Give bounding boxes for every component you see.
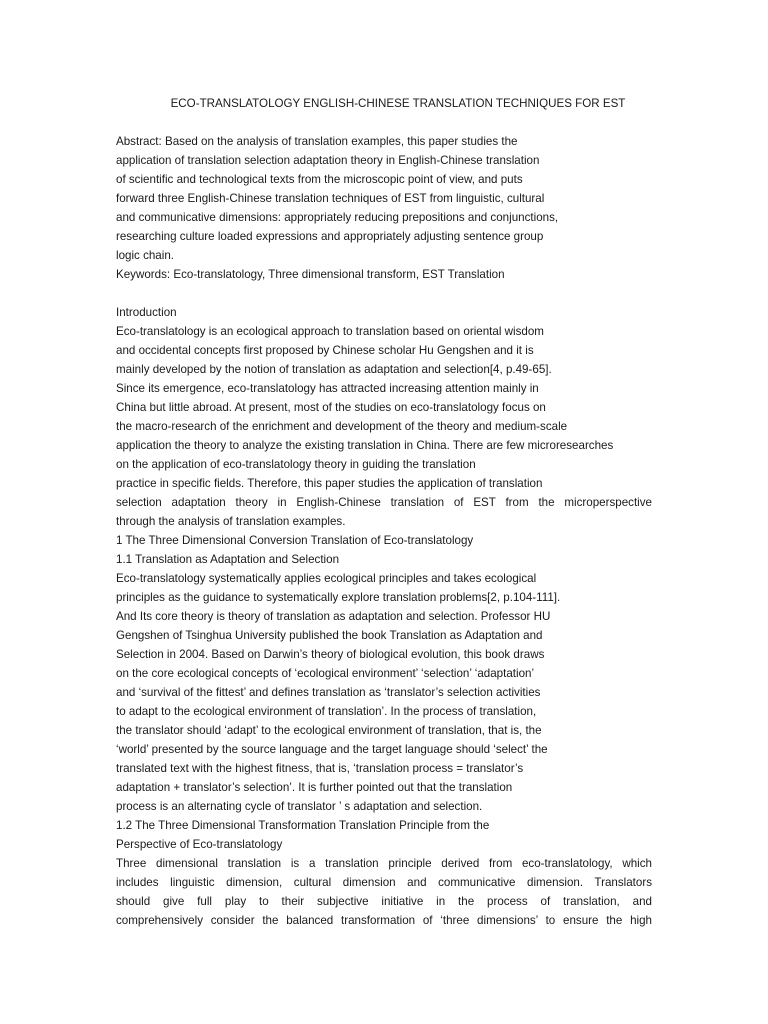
introduction-line: mainly developed by the notion of translation as adaptation and selection[4, p.49-65].: [116, 363, 552, 376]
introduction-line: Since its emergence, eco-translatology has attracted increasing attention mainly in: [116, 382, 539, 395]
section-1-1-paragraph: [116, 569, 652, 816]
keywords: Keywords: Eco-translatology, Three dimensional transform, EST Translation: [116, 268, 505, 281]
introduction-line: the macro-research of the enrichment and development of the theory and medium-scale: [116, 420, 568, 433]
introduction-line: application the theory to analyze the existing translation in China. There are few microresearches: [116, 439, 614, 452]
introduction-line: China but little abroad. At present, most of the studies on eco-translatology focus on: [116, 401, 546, 414]
abstract: [116, 132, 652, 265]
introduction-line: through the analysis of translation examples.: [116, 515, 346, 528]
section-1-1-line: Eco-translatology systematically applies ecological principles and takes ecological: [116, 572, 537, 585]
section-1-2-line: comprehensively consider the balanced transformation of ‘three dimensions’ to ensure the high: [116, 914, 652, 927]
section-1-1-line: principles as the guidance to systematically explore translation problems[2, p.104-111].: [116, 591, 561, 604]
introduction-heading: Introduction: [116, 306, 177, 319]
introduction-paragraph: [116, 322, 652, 531]
document-title: ECO-TRANSLATOLOGY ENGLISH-CHINESE TRANSLATION TECHNIQUES FOR EST: [170, 97, 626, 110]
abstract-line: application of translation selection adaptation theory in English-Chinese translation: [116, 154, 540, 167]
section-1-1-line: And Its core theory is theory of translation as adaptation and selection. Professor HU: [116, 610, 551, 623]
introduction-line: Eco-translatology is an ecological approach to translation based on oriental wisdom: [116, 325, 544, 338]
section-1-2-heading: 1.2 The Three Dimensional Transformation Translation Principle from the: [116, 819, 490, 832]
section-1-1-line: translated text with the highest fitness, that is, ‘translation process = translator’s: [116, 762, 524, 775]
section-1-2-line: should give full play to their subjective initiative in the process of translation, and: [116, 895, 652, 908]
section-1-1-line: Selection in 2004. Based on Darwin’s theory of biological evolution, this book draws: [116, 648, 545, 661]
introduction-line: and occidental concepts first proposed by Chinese scholar Hu Gengshen and it is: [116, 344, 534, 357]
section-1-heading: 1 The Three Dimensional Conversion Translation of Eco-translatology: [116, 534, 474, 547]
section-1-2-line: Three dimensional translation is a translation principle derived from eco-translatology, which: [116, 857, 652, 870]
section-1-1-line: and ‘survival of the fittest’ and defines translation as ‘translator’s selection activities: [116, 686, 541, 699]
section-1-1-heading: 1.1 Translation as Adaptation and Selection: [116, 553, 340, 566]
introduction-line: practice in specific fields. Therefore, this paper studies the application of translation: [116, 477, 543, 490]
section-1-1-line: ‘world’ presented by the source language and the target language should ‘select’ the: [116, 743, 548, 756]
section-1-1-line: to adapt to the ecological environment of translation’. In the process of translation,: [116, 705, 537, 718]
abstract-line: and communicative dimensions: appropriately reducing prepositions and conjunctions,: [116, 211, 559, 224]
introduction-line: selection adaptation theory in English-Chinese translation of EST from the microperspective: [116, 496, 652, 509]
section-1-1-line: on the core ecological concepts of ‘ecological environment’ ‘selection’ ‘adaptation’: [116, 667, 535, 680]
section-1-1-line: the translator should ‘adapt’ to the ecological environment of translation, that is, the: [116, 724, 542, 737]
section-1-1-line: process is an alternating cycle of translator ’ s adaptation and selection.: [116, 800, 483, 813]
section-1-2-paragraph: [116, 854, 652, 930]
section-1-2-line: includes linguistic dimension, cultural dimension and communicative dimension. Translators: [116, 876, 652, 889]
abstract-line: researching culture loaded expressions and appropriately adjusting sentence group: [116, 230, 544, 243]
introduction-line: on the application of eco-translatology theory in guiding the translation: [116, 458, 476, 471]
spacer: [116, 113, 652, 132]
document-body: [116, 94, 652, 930]
abstract-line: logic chain.: [116, 249, 175, 262]
abstract-line: Abstract: Based on the analysis of translation examples, this paper studies the: [116, 135, 518, 148]
abstract-line: forward three English-Chinese translation techniques of EST from linguistic, cultural: [116, 192, 545, 205]
section-1-2-heading: Perspective of Eco-translatology: [116, 838, 283, 851]
spacer: [116, 284, 652, 303]
section-1-1-line: adaptation + translator’s selection’. It is further pointed out that the translation: [116, 781, 513, 794]
section-1-1-line: Gengshen of Tsinghua University published the book Translation as Adaptation and: [116, 629, 543, 642]
abstract-line: of scientific and technological texts from the microscopic point of view, and puts: [116, 173, 523, 186]
